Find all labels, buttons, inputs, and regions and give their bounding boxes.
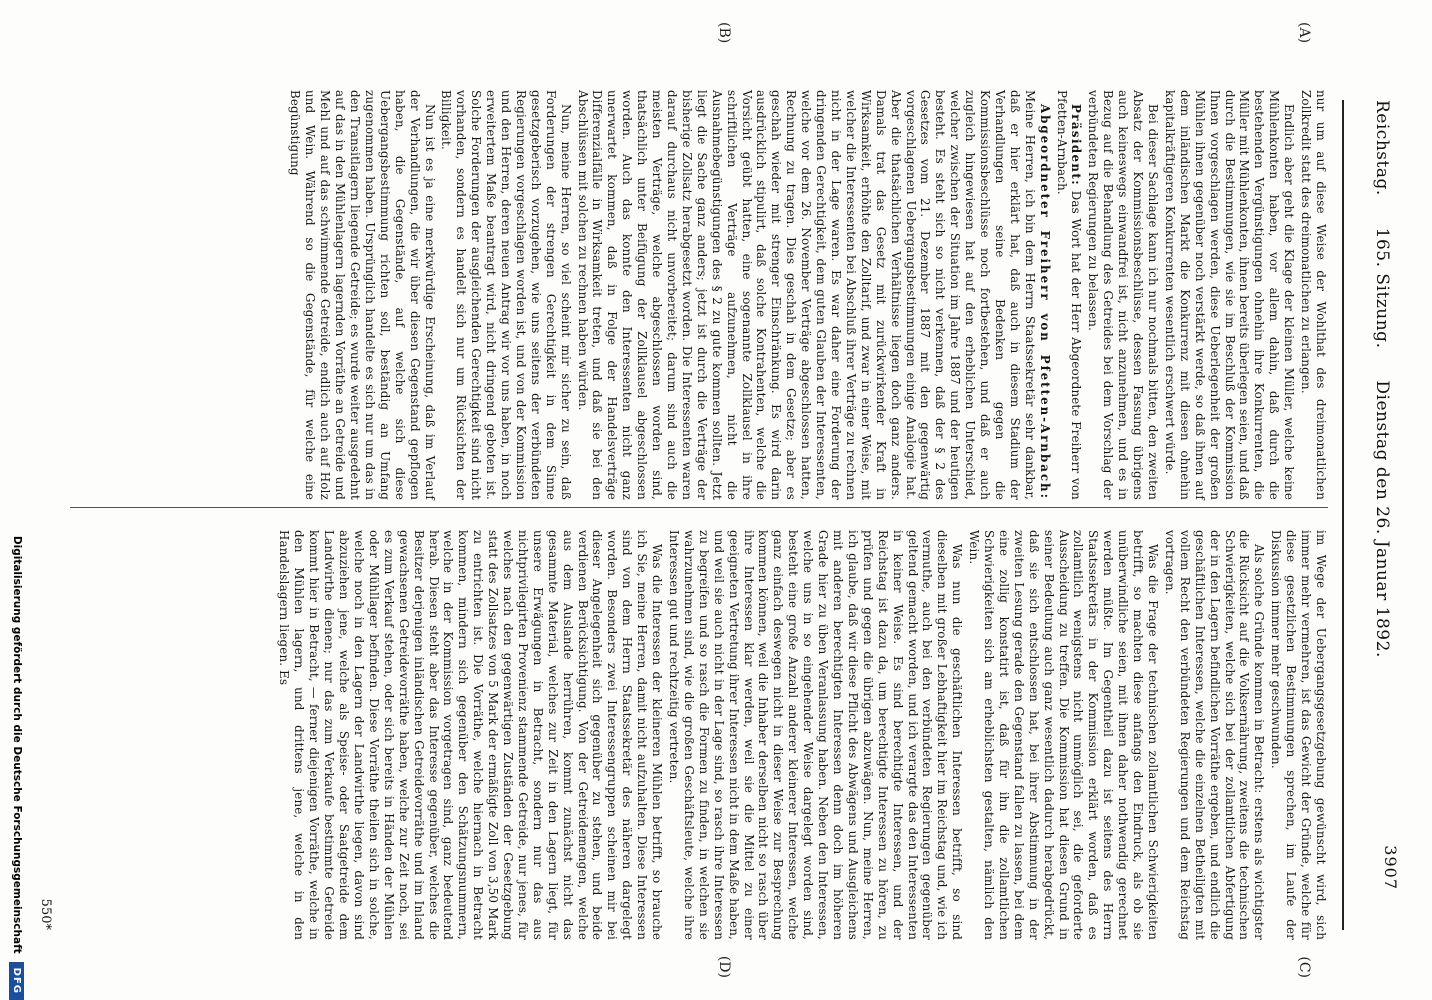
paragraph: Was die Interessen der kleineren Mühlen betrifft, so brauche ich Sie, meine Herren, damit nicht aufzuhalten. Diese Interessen sind von dem Herrn Staatssekretär des näheren dargelegt worden. Besonders zwei Interessengruppen scheinen mir bei dieser Angelegenheit sich gegenüber zu stehen, und beide verdienen Berücksichtigung. Von der Getreidemengen, welche aus dem Auslande herrühren, kommt zunächst nicht das gesammte Material, welches zur Zeit in den Lagern liegt, für unsere Erwägungen in Betracht, sondern nur das aus nichtprivilegirten Provenienz stammende Getreide, nur jenes, für welches nach den gegenwärtigen Zuständen der Gesetzgebung statt des Zollsatzes von 5 Mark der ermäßigte Zoll von 3,50 Mark zu entrichten ist. Die Vorräthe, welche hiernach in Betracht kommen, mindern sich gegenüber den Schätzungsnummern, welche in der Kommission vorgetragen sind, ganz bedeutend herab. Diesen steht aber das Interesse gegenüber, welches die Besitzer derjenigen inländischen Getreidevorräthe und im Inland gewachsenen Getreidevorräthe haben, welche zur Zeit noch, sei es zum Verkauf stehen, oder sich bereits in Händen der Mühlen oder Mühllager befinden. Diese Vorräthe theilen sich in solche, welche noch in den Lagern der Landwirthe liegen, davon sind abzuziehen jene, welche als Speise- oder Saatgetreide dem Landwirthe dienen; nur das zum Verkaufe bestimmte Getreide kommt hier in Betracht, — ferner diejenigen Vorräthe, welche in den Mühlen lagern, und drittens jene, welche in den Handelslagern liegen. Es — [277, 530, 665, 940]
speaker-label: Abgeordneter Freiherr von Pfetten-Arnbach: — [1037, 104, 1052, 500]
margin-mark-b: (B) — [716, 22, 732, 44]
running-head-title: Reichstag. — [1372, 100, 1392, 196]
paragraph: im Wege der Uebergangsgesetzgebung gewünscht wird, sich immer mehr vermehren, ist das Gewicht der Gründe, welche für diese gesetzlichen Bestimmungen sprechen, im Laufe der Diskussion immer mehr geschwunden. — [1269, 530, 1328, 940]
column-divider — [70, 507, 1328, 508]
paragraph: Nun ist es ja eine merkwürdige Erscheinung, daß im Verlauf der Verhandlungen, die wir über diesen Gegenstand gepflogen haben, die Gegenstände, auf welche sich diese Uebergangsbestimmung richten soll, beständig an Umfang zugenommen haben. Ursprünglich handelte es sich nur um das in den Transitlagern liegende Getreide; es wurde weiter ausgedehnt auf das in den Mühlenlagern lagernden Vorräthe an Getreide und Mehl und auf das schwimmende Getreide, endlich auch auf Holz und Wein. Während so die Gegenstände, für welche eine Begünstigung — [288, 90, 437, 500]
paragraph-text: Das Wort hat der Herr Abgeordnete Freiherr von Pfetten-Arnbach. — [1054, 90, 1084, 500]
margin-mark-c: (C) — [1296, 956, 1312, 978]
header-rule — [1342, 100, 1344, 930]
session-date: Dienstag den 26. Januar 1892. — [1372, 380, 1392, 658]
margin-mark-d: (D) — [716, 955, 732, 978]
text-columns — [70, 60, 1328, 940]
paragraph: Nun, meine Herren, so viel scheint mir sicher zu sein, daß Forderungen der strengen Gerechtigkeit in dem Sinne gesetzgeberisch vorzugehen, wie uns seitens der verbündeten Regierungen vorgeschlagen worden ist, und von der Kommission und den Herren, deren neuen Antrag wir vor uns haben, in noch erweitertem Maße beantragt wird, nicht dringend geboten ist. Solche Forderungen der ausgleichenden Gerechtigkeit sind nicht vorhanden, sondern es handelt sich nur um Rücksichten der Billigkeit. — [439, 90, 573, 500]
paragraph: Was die Frage der technischen zollamtlichen Schwierigkeiten betrifft, so machten diese anfangs den Eindruck, als ob sie unüberwindliche seien, mit ihnen daher nothwendig gerechnet werden müßte. Im Gegentheil dazu ist seitens des Herrn Staatssekretärs in der Kommission erklärt worden, daß es zollamtlich wenigstens nicht unmöglich sei, die geforderte Ausscheidung zu treffen. Die Kommission hat diesen Grund in seiner Bedeutung auch ganz wesentlich dadurch herabgedrückt, daß sie sich entschlossen hat, bei ihrer Abstimmung in der zweiten Lesung gerade den Gegenstand fallen zu lassen, bei dem eine zollig konstatirt ist, daß für ihn die zollamtlichen Schwierigkeiten sich am erheblichsten gestalten, nämlich den Wein. — [967, 530, 1161, 940]
sheet-number: 550* — [38, 898, 53, 930]
paragraph: Als solche Gründe kommen in Betracht: erstens als wichtigster die Rücksicht auf die Volksernährung, zweitens die technischen Schwierigkeiten, welche sich bei der zollamtlichen Abfertigung der in den Lagern befindlichen Vorräthe ergeben, und endlich die geschäftlichen Interessen, welche die einzelnen Betheiligten mit vollem Recht den verbündeten Regierungen und dem Reichstag vortragen. — [1162, 530, 1267, 940]
margin-mark-a: (A) — [1296, 22, 1312, 44]
left-column — [70, 90, 1328, 500]
page-number: 3907 — [1381, 845, 1400, 890]
paragraph: Endlich aber geht die Klage der kleinen Müller, welche keine Mühlenkonten haben, vor allem dahin, daß durch die bestehenden Vergünstigungen ohnehin ihre Konkurrenten, die Müller mit Mühlenkonten, ihnen bereits überlegen seien, und daß durch die Bestimmungen, wie sie im Beschluß der Kommission Ihnen vorgeschlagen werden, diese Ueberlegenheit der großen Mühlen ihnen gegenüber noch verstärkt werde, so daß ihnen auf dem inländischen Markt die Konkurrenz mit diesen ohnehin kapitalkräftigeren Konkurrenten wesentlich erschwert würde. — [1162, 90, 1297, 500]
paragraph: Was nun die geschäftlichen Interessen betrifft, so sind dieselben mit großer Lebhaftigkeit hier im Reichstag und, wie ich vermuthe, auch bei den verbündeten Regierungen gegenüber geltend gemacht worden, und ich verargte das den Interessenten in keiner Weise. Es sind berechtigte Interessen, und der Reichstag ist dazu da, um berechtigte Interessen zu hören, zu prüfen und gegen die übrigen abzuwägen. Nun, meine Herren, ich glaube, daß wir diese Pflicht des Abwägens und Ausgleichens mit anderen berechtigten Interessen denn doch im höheren Grade hier zu üben Veranlassung haben. Neben den Interessen, welche uns in so eingehender Weise dargelegt worden sind, besteht eine große Anzahl anderer kleinerer Interessen, welche ganz einfach deswegen nicht in dieser Weise zur Besprechung kommen können, weil die Inhaber derselben nicht so rasch über ihre Interessen klar werden, weil sie die Mittel zu einer geeigneten Vertretung ihrer Interessen nicht in dem Maße haben, und weil sie auch nicht in der Lage sind, so rasch ihre Interessen zu begreifen und so rasch die Formen zu finden, in welchen sie wahrzunehmen sind, wie die großen Geschäftsleute, welche ihre Interessen gut und rechtzeitig vertreten. — [667, 530, 965, 940]
dfg-logo: DFG — [10, 962, 25, 1000]
speaker-paragraph — [1054, 90, 1084, 500]
digitization-note: Digitalisierung gefördert durch die Deutsche Forschungsgemeinschaft — [11, 535, 23, 954]
right-column — [70, 530, 1328, 940]
speaker-label: Präsident: — [1069, 104, 1084, 186]
session-number: 165. Sitzung. — [1372, 227, 1392, 349]
digitization-credit — [6, 40, 28, 1000]
paragraph-text: Meine Herren, ich bin dem Herrn Staatssekretär sehr dankbar, daß er hier erklärt hat, daß auch in diesem Stadium der Verhandlungen seine Bedenken gegen die Kommissionsbeschlüsse noch fortbestehen, und daß er auch zugleich hingewiesen hat auf den erheblichen Unterschied, welcher zwischen der Situation im Jahre 1887 und der heutigen besteht. Es steht sich so nicht verkennen, daß der § 2 des Gesetzes vom 21. Dezember 1887 mit den gegenwärtig vorgeschlagenen Uebergangsbestimmungen einige Analogie hat. Aber die thatsächlichen Verhältnisse liegen doch ganz anders. Damals trat das Gesetz mit zurückwirkender Kraft in Wirksamkeit, erhöhte den Zolltarif, und zwar in einer Weise, mit welcher die Interessenten bei Abschluß ihrer Verträge zu rechnen nicht in der Lage waren. Es war daher eine Forderung der dringenden Gerechtigkeit, dem guten Glauben der Interessenten, welche vor dem 26. November Verträge abgeschlossen hatten, Rechnung zu tragen. Dies geschah in dem Gesetze; aber es geschah wieder mit strenger Einschränkung. Es wird darin ausdrücklich stipulirt, daß solche Kontrahenten, welche die Vorsicht geübt hatten, eine sogenannte Zollklausel in ihre schriftlichen Verträge aufzunehmen, nicht die Ausnahmebegünstigungen des § 2 zu gute kommen sollten. Jetzt liegt die Sache ganz anders; jetzt ist durch die Verträge der bisherige Zollsatz herabgesetzt worden. Die Interessenten waren darauf durchaus nicht unvorbereitet; darum sind auch die meisten Verträge, welche abgeschlossen worden sind, thatsächlich unter Beifügung der Zollklausel abgeschlossen worden. Auch das konnte den Interessenten nicht ganz unerwartet kommen, daß in Folge der Handelsverträge Differenzialfälle in Wirksamkeit treten, und daß sie bei den Abschlüssen mit solchen zu rechnen haben würden. — [575, 90, 1037, 500]
running-head — [1372, 100, 1392, 658]
speaker-paragraph — [575, 90, 1052, 500]
paragraph: nur um auf diese Weise der Wohlthat des dreimonatlichen Zollkredit statt des dreimonatlichen zu erlangen. — [1299, 90, 1328, 500]
page-header — [1350, 40, 1410, 960]
paragraph: Bei dieser Sachlage kann ich nur nochmals bitten, den zweiten Absatz der Kommissionsbeschlüsse, dessen Fassung übrigens auch keineswegs einwandfrei ist, nicht anzunehmen, und es in Bezug auf die Behandlung des Getreides bei dem Vorschlag der verbündeten Regierungen zu belassen. — [1086, 90, 1161, 500]
